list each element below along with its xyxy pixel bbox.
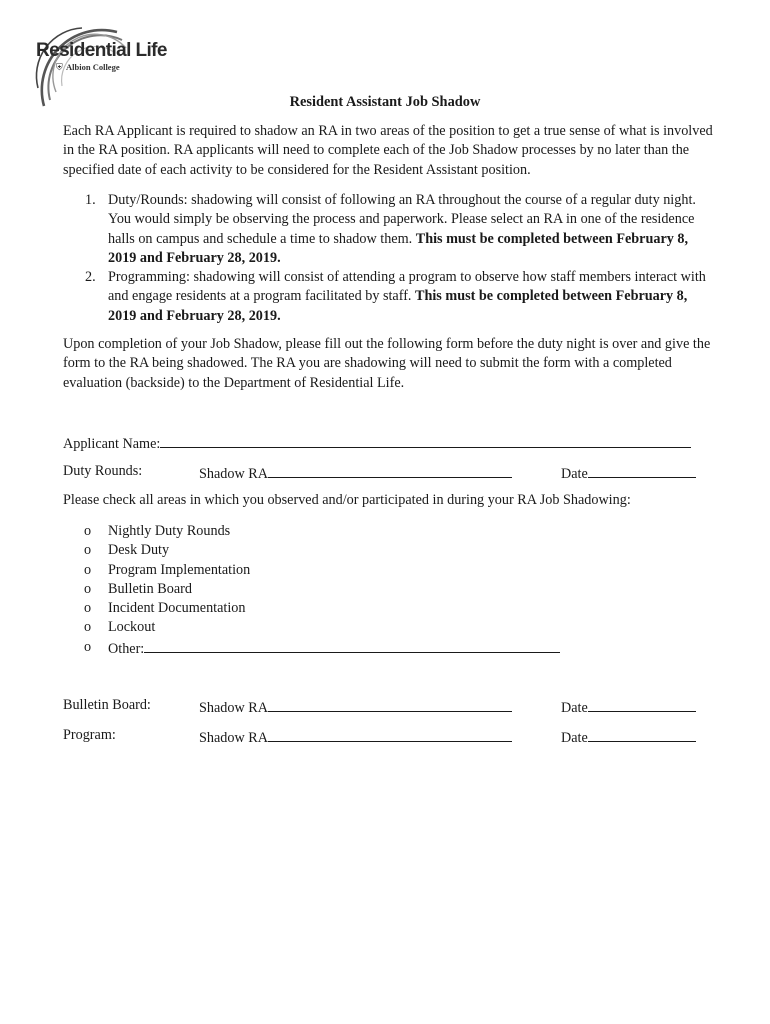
logo-subtitle: Albion College: [66, 62, 120, 72]
intro-paragraph: Each RA Applicant is required to shadow an RA in two areas of the position to get a true sense of what is involved in the RA position. RA applicants will need to complete each of the Job Shadow processes by no later than the specified date of each activity to be considered for the Resident Assistant position.: [63, 123, 713, 178]
list-item-text: Duty/Rounds: shadowing will consist of following an RA throughout the course of a regular duty night. You would simply be observing the process and paperwork. Please select an RA in one of the residence halls on campus and schedule a time to shadow them.: [108, 192, 696, 247]
shadow-ra-label: Shadow RA: [199, 700, 268, 716]
check-prompt: Please check all areas in which you observed and/or participated in during your RA Job Shadowing:: [63, 492, 631, 508]
checklist-item-label: Lockout: [108, 619, 156, 636]
checklist-item-nightly-duty-rounds[interactable]: [84, 522, 560, 541]
list-item-number: 2.: [85, 269, 96, 286]
list-item-deadline: This must be completed between February 8, 2019 and February 28, 2019.: [108, 288, 688, 324]
date-label: Date: [561, 466, 588, 482]
shadow-ra-label: Shadow RA: [199, 466, 268, 482]
bulletin-board-label: Bulletin Board:: [63, 697, 151, 713]
bulletin-board-shadow-ra-field[interactable]: [268, 697, 512, 712]
checkbox-bullet[interactable]: o: [84, 542, 92, 559]
checklist-item-lockout[interactable]: [84, 618, 560, 637]
date-label: Date: [561, 730, 588, 746]
duty-rounds-shadow-ra-field[interactable]: [268, 463, 512, 478]
checkbox-bullet[interactable]: o: [84, 523, 92, 539]
checklist-item-label: Desk Duty: [108, 542, 170, 559]
completion-paragraph: Upon completion of your Job Shadow, please fill out the following form before the duty night is over and give the form to the RA being shadowed. The RA you are shadowing will need to submit the form with a completed evaluation (backside) to the Department of Residential Life.: [63, 336, 711, 391]
bulletin-board-date-field[interactable]: [588, 697, 696, 712]
duty-rounds-date-field[interactable]: [588, 463, 696, 478]
checkbox-bullet[interactable]: o: [84, 638, 92, 655]
checkbox-bullet[interactable]: o: [84, 619, 92, 636]
checklist-item-label: Nightly Duty Rounds: [108, 523, 231, 539]
duty-rounds-shadow-ra: [199, 463, 512, 483]
applicant-name-label: Applicant Name:: [63, 436, 161, 452]
list-item-deadline: This must be completed between February 8, 2019 and February 28, 2019.: [108, 230, 689, 266]
list-item-text: Programming: shadowing will consist of attending a program to observe how staff members interact with and engage residents at a program facilitated by staff.: [108, 269, 706, 305]
checklist-item-incident-documentation[interactable]: [84, 599, 560, 618]
checklist-item-label: Program Implementation: [108, 561, 251, 578]
duty-rounds-date: [561, 463, 696, 483]
checklist-item-bulletin-board[interactable]: [84, 580, 560, 599]
list-item: [63, 268, 713, 326]
applicant-name-field[interactable]: [160, 433, 691, 448]
list-item-number: 1.: [85, 192, 96, 208]
checklist-item-label: Incident Documentation: [108, 600, 246, 617]
duty-rounds-label: Duty Rounds:: [63, 463, 143, 479]
shadow-activities-list: [63, 191, 713, 326]
checkbox-bullet[interactable]: o: [84, 561, 92, 578]
program-date-field[interactable]: [588, 727, 696, 742]
applicant-name-row: [63, 433, 691, 453]
program-label: Program:: [63, 727, 116, 743]
program-shadow-ra: [199, 727, 512, 747]
bulletin-board-shadow-ra: [199, 697, 512, 717]
other-field[interactable]: [144, 638, 560, 653]
bulletin-board-date: [561, 697, 696, 717]
date-label: Date: [561, 700, 588, 716]
checklist-item-label: Bulletin Board: [108, 580, 192, 597]
observed-areas-checklist: [84, 522, 560, 659]
page-title: Resident Assistant Job Shadow: [289, 94, 481, 110]
checkbox-bullet[interactable]: o: [84, 580, 92, 597]
checklist-item-label: Other:: [108, 640, 145, 657]
program-date: [561, 727, 696, 747]
logo-title: Residential Life: [36, 40, 167, 61]
program-shadow-ra-field[interactable]: [268, 727, 512, 742]
shield-icon: ⛨: [56, 62, 63, 72]
checklist-item-desk-duty[interactable]: [84, 541, 560, 560]
list-item: [63, 191, 713, 268]
checklist-item-other[interactable]: [84, 638, 560, 659]
shadow-ra-label: Shadow RA: [199, 730, 268, 746]
checklist-item-program-implementation[interactable]: [84, 561, 560, 580]
checkbox-bullet[interactable]: o: [84, 600, 92, 617]
